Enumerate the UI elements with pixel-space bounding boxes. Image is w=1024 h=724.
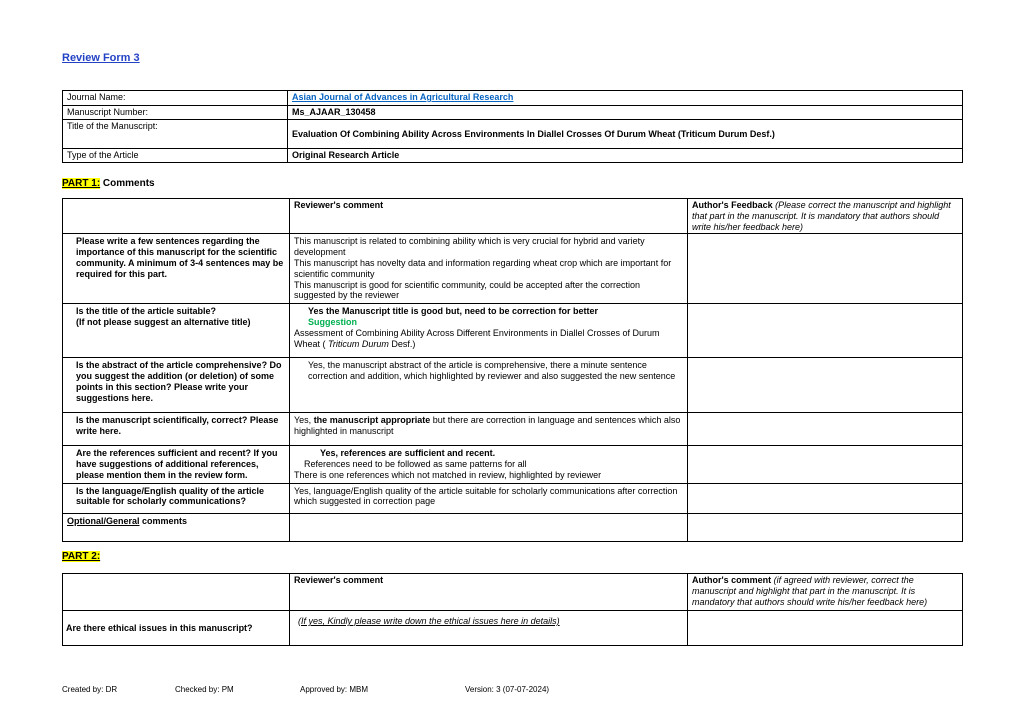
part1-header-reviewer: Reviewer's comment <box>290 199 688 234</box>
part1-heading <box>62 178 155 189</box>
part1-tag-suffix: Comments <box>100 178 155 189</box>
author-feedback-cell[interactable] <box>688 446 963 483</box>
reviewer-comment-ethics <box>290 611 688 646</box>
manuscript-number-value: Ms_AJAAR_130458 <box>288 106 963 120</box>
part1-header-author: Author's Feedback (Please correct the manuscript and highlight that part in the manuscript. It is mandatory that authors should write his/her feedback here) <box>688 199 963 234</box>
reviewer-comment-language <box>290 483 688 513</box>
footer-checked-by: Checked by: PM <box>175 685 234 694</box>
manuscript-number-label: Manuscript Number: <box>63 106 288 120</box>
comment-line: This manuscript is good for scientific community, could be accepted after the correction suggested by the reviewer <box>294 279 640 301</box>
part1-table <box>62 198 963 542</box>
article-type-value: Original Research Article <box>288 148 963 162</box>
author-feedback-cell[interactable] <box>688 611 963 646</box>
question-references: Are the references sufficient and recent? If you have suggestions of additional references, please mention them in the review form. <box>63 446 290 483</box>
author-feedback-cell[interactable] <box>688 234 963 304</box>
optional-comments-reviewer-cell[interactable] <box>290 513 688 541</box>
manuscript-title-label: Title of the Manuscript: <box>63 119 288 148</box>
reviewer-comment-references <box>290 446 688 483</box>
reviewer-comment-scientific <box>290 413 688 446</box>
comment-line: Yes, language/English quality of the article suitable for scholarly communications after correction which suggested in correction page <box>294 485 678 507</box>
comment-line: This manuscript has novelty data and information regarding wheat crop which are important for scientific community <box>294 257 672 279</box>
comment-line: This manuscript is related to combining ability which is very crucial for hybrid and variety development <box>294 236 645 258</box>
question-ethical-issues: Are there ethical issues in this manuscript? <box>63 611 290 646</box>
optional-comments-label: Optional/General comments <box>63 513 290 541</box>
part2-header-reviewer: Reviewer's comment <box>290 574 688 611</box>
comment-line: Assessment of Combining Ability Across Different Environments in Diallel Crosses of Durum Wheat ( Triticum Durum Desf.) <box>294 327 660 349</box>
footer-version: Version: 3 (07-07-2024) <box>465 685 550 694</box>
document-footer <box>62 685 962 694</box>
author-feedback-cell[interactable] <box>688 304 963 358</box>
part2-table <box>62 573 963 646</box>
part1-header-empty-cell <box>63 199 290 234</box>
part1-tag: PART 1: <box>62 178 101 189</box>
comment-line: References need to be followed as same patterns for all <box>304 458 527 469</box>
comment-line: Yes, the manuscript appropriate but there are correction in language and sentences which also highlighted in manuscript <box>294 415 681 436</box>
question-line: Is the title of the article suitable? <box>76 306 217 317</box>
part2-header-author: Author's comment (if agreed with reviewer, correct the manuscript and highlight that part in the manuscript. It is mandatory that authors should write his/her feedback here) <box>688 574 963 611</box>
suggestion-label: Suggestion <box>308 316 357 327</box>
question-language: Is the language/English quality of the article suitable for scholarly communications? <box>63 483 290 513</box>
question-scientific: Is the manuscript scientifically, correct? Please write here. <box>63 413 290 446</box>
manuscript-title-value: Evaluation Of Combining Ability Across Environments In Diallel Crosses Of Durum Wheat (Triticum Durum Desf.) <box>288 119 963 148</box>
part2-tag: PART 2: <box>62 551 101 562</box>
author-feedback-cell[interactable] <box>688 483 963 513</box>
reviewer-comment-title <box>290 304 688 358</box>
question-importance: Please write a few sentences regarding the importance of this manuscript for the scientific community. A minimum of 3-4 sentences may be required for this part. <box>63 234 290 304</box>
comment-line: Yes the Manuscript title is good but, need to be correction for better <box>308 306 599 317</box>
author-feedback-cell[interactable] <box>688 413 963 446</box>
comment-line: Yes, references are sufficient and recent. <box>320 448 496 459</box>
part2-header-empty-cell <box>63 574 290 611</box>
author-feedback-cell[interactable] <box>688 513 963 541</box>
page-title: Review Form 3 <box>62 52 140 64</box>
article-type-label: Type of the Article <box>63 148 288 162</box>
footer-created-by: Created by: DR <box>62 685 118 694</box>
author-feedback-cell[interactable] <box>688 358 963 413</box>
reviewer-comment-importance <box>290 234 688 304</box>
ethics-instruction: (If yes, Kindly please write down the ethical issues here in details) <box>298 616 560 626</box>
part2-heading <box>62 551 100 562</box>
journal-name-label: Journal Name: <box>63 91 288 106</box>
journal-name-link[interactable]: Asian Journal of Advances in Agricultural Research <box>292 92 514 102</box>
manuscript-info-table <box>62 90 963 163</box>
footer-approved-by: Approved by: MBM <box>300 685 369 694</box>
comment-line: There is one references which not matched in review, highlighted by reviewer <box>294 469 602 480</box>
question-title-suitable <box>63 304 290 358</box>
question-line: (If not please suggest an alternative title) <box>76 316 251 327</box>
reviewer-comment-abstract <box>290 358 688 413</box>
comment-line: Yes, the manuscript abstract of the article is comprehensive, there a minute sentence correction and addition, which highlighted by reviewer and also suggested the new sentence <box>308 360 676 381</box>
question-abstract: Is the abstract of the article comprehensive? Do you suggest the addition (or deletion) of some points in this section? Please write your suggestions here. <box>63 358 290 413</box>
